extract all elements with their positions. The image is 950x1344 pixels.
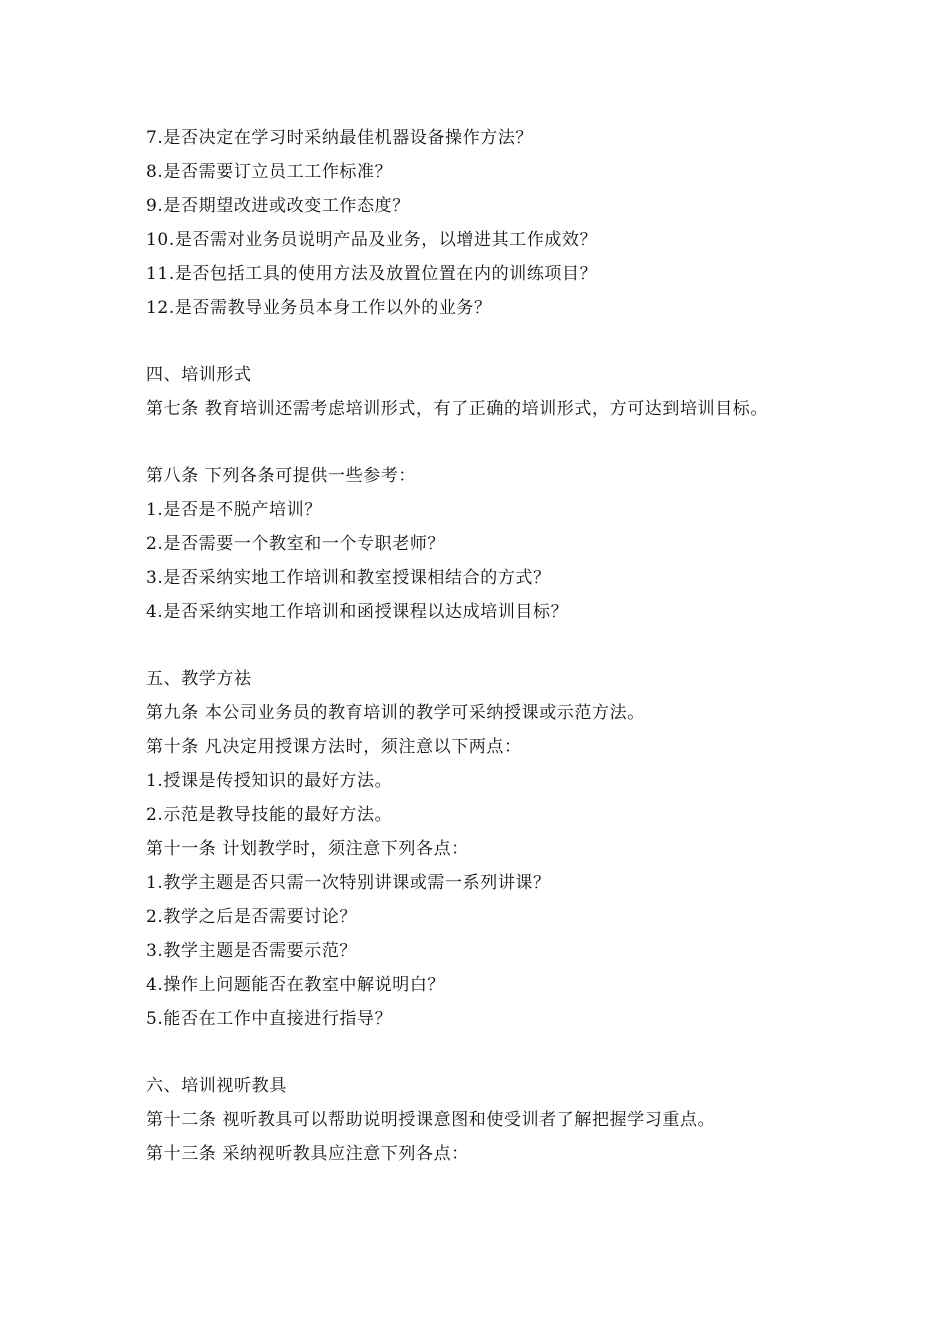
list-item: 2.示范是教导技能的最好方法。 xyxy=(146,805,393,825)
article-10-list xyxy=(146,764,936,832)
paragraph-gap xyxy=(146,1036,936,1069)
list-item: 3.是否采纳实地工作培训和教室授课相结合的方式？ xyxy=(146,568,551,588)
list-item: 3.教学主题是否需要示范？ xyxy=(146,941,358,961)
list-item: 1.教学主题是否只需一次特别讲课或需一系列讲课？ xyxy=(146,873,551,893)
paragraph-gap xyxy=(146,325,936,358)
section-heading-training-format: 四、培训形式 xyxy=(146,365,252,385)
paragraph-gap xyxy=(146,629,936,662)
list-item: 10.是否需对业务员说明产品及业务，以增进其工作成效？ xyxy=(146,230,598,250)
list-item: 1.是否是不脱产培训？ xyxy=(146,500,322,520)
list-item: 5.能否在工作中直接进行指导？ xyxy=(146,1009,393,1029)
list-item: 12.是否需教导业务员本身工作以外的业务？ xyxy=(146,298,492,318)
article-8-intro: 第八条 下列各条可提供一些参考： xyxy=(146,466,417,486)
list-item: 4.操作上问题能否在教室中解说明白？ xyxy=(146,975,446,995)
list-item: 11.是否包括工具的使用方法及放置位置在内的训练项目？ xyxy=(146,264,598,284)
article-11: 第十一条 计划教学时，须注意下列各点： xyxy=(146,839,469,859)
article-13: 第十三条 采纳视听教具应注意下列各点： xyxy=(146,1144,469,1164)
list-item: 2.是否需要一个教室和一个专职老师？ xyxy=(146,534,446,554)
article-8-list xyxy=(146,493,936,629)
training-content-list xyxy=(146,121,936,325)
article-7: 第七条 教育培训还需考虑培训形式，有了正确的培训形式，方可达到培训目标。 xyxy=(146,399,769,419)
article-9: 第九条 本公司业务员的教育培训的教学可采纳授课或示范方法。 xyxy=(146,703,645,723)
list-item: 7.是否决定在学习时采纳最佳机器设备操作方法？ xyxy=(146,128,534,148)
article-11-list xyxy=(146,866,936,1036)
list-item: 2.教学之后是否需要讨论？ xyxy=(146,907,358,927)
paragraph-gap xyxy=(146,426,936,459)
article-10: 第十条 凡决定用授课方法时，须注意以下两点： xyxy=(146,737,522,757)
list-item: 8.是否需要订立员工工作标准？ xyxy=(146,162,393,182)
article-12: 第十二条 视听教具可以帮助说明授课意图和使受训者了解把握学习重点。 xyxy=(146,1110,716,1130)
section-heading-audiovisual-aids: 六、培训视听教具 xyxy=(146,1076,287,1096)
document-body xyxy=(146,121,936,1171)
list-item: 1.授课是传授知识的最好方法。 xyxy=(146,771,393,791)
list-item: 4.是否采纳实地工作培训和函授课程以达成培训目标？ xyxy=(146,602,569,622)
section-heading-teaching-method: 五、教学方祛 xyxy=(146,669,252,689)
list-item: 9.是否期望改进或改变工作态度？ xyxy=(146,196,410,216)
